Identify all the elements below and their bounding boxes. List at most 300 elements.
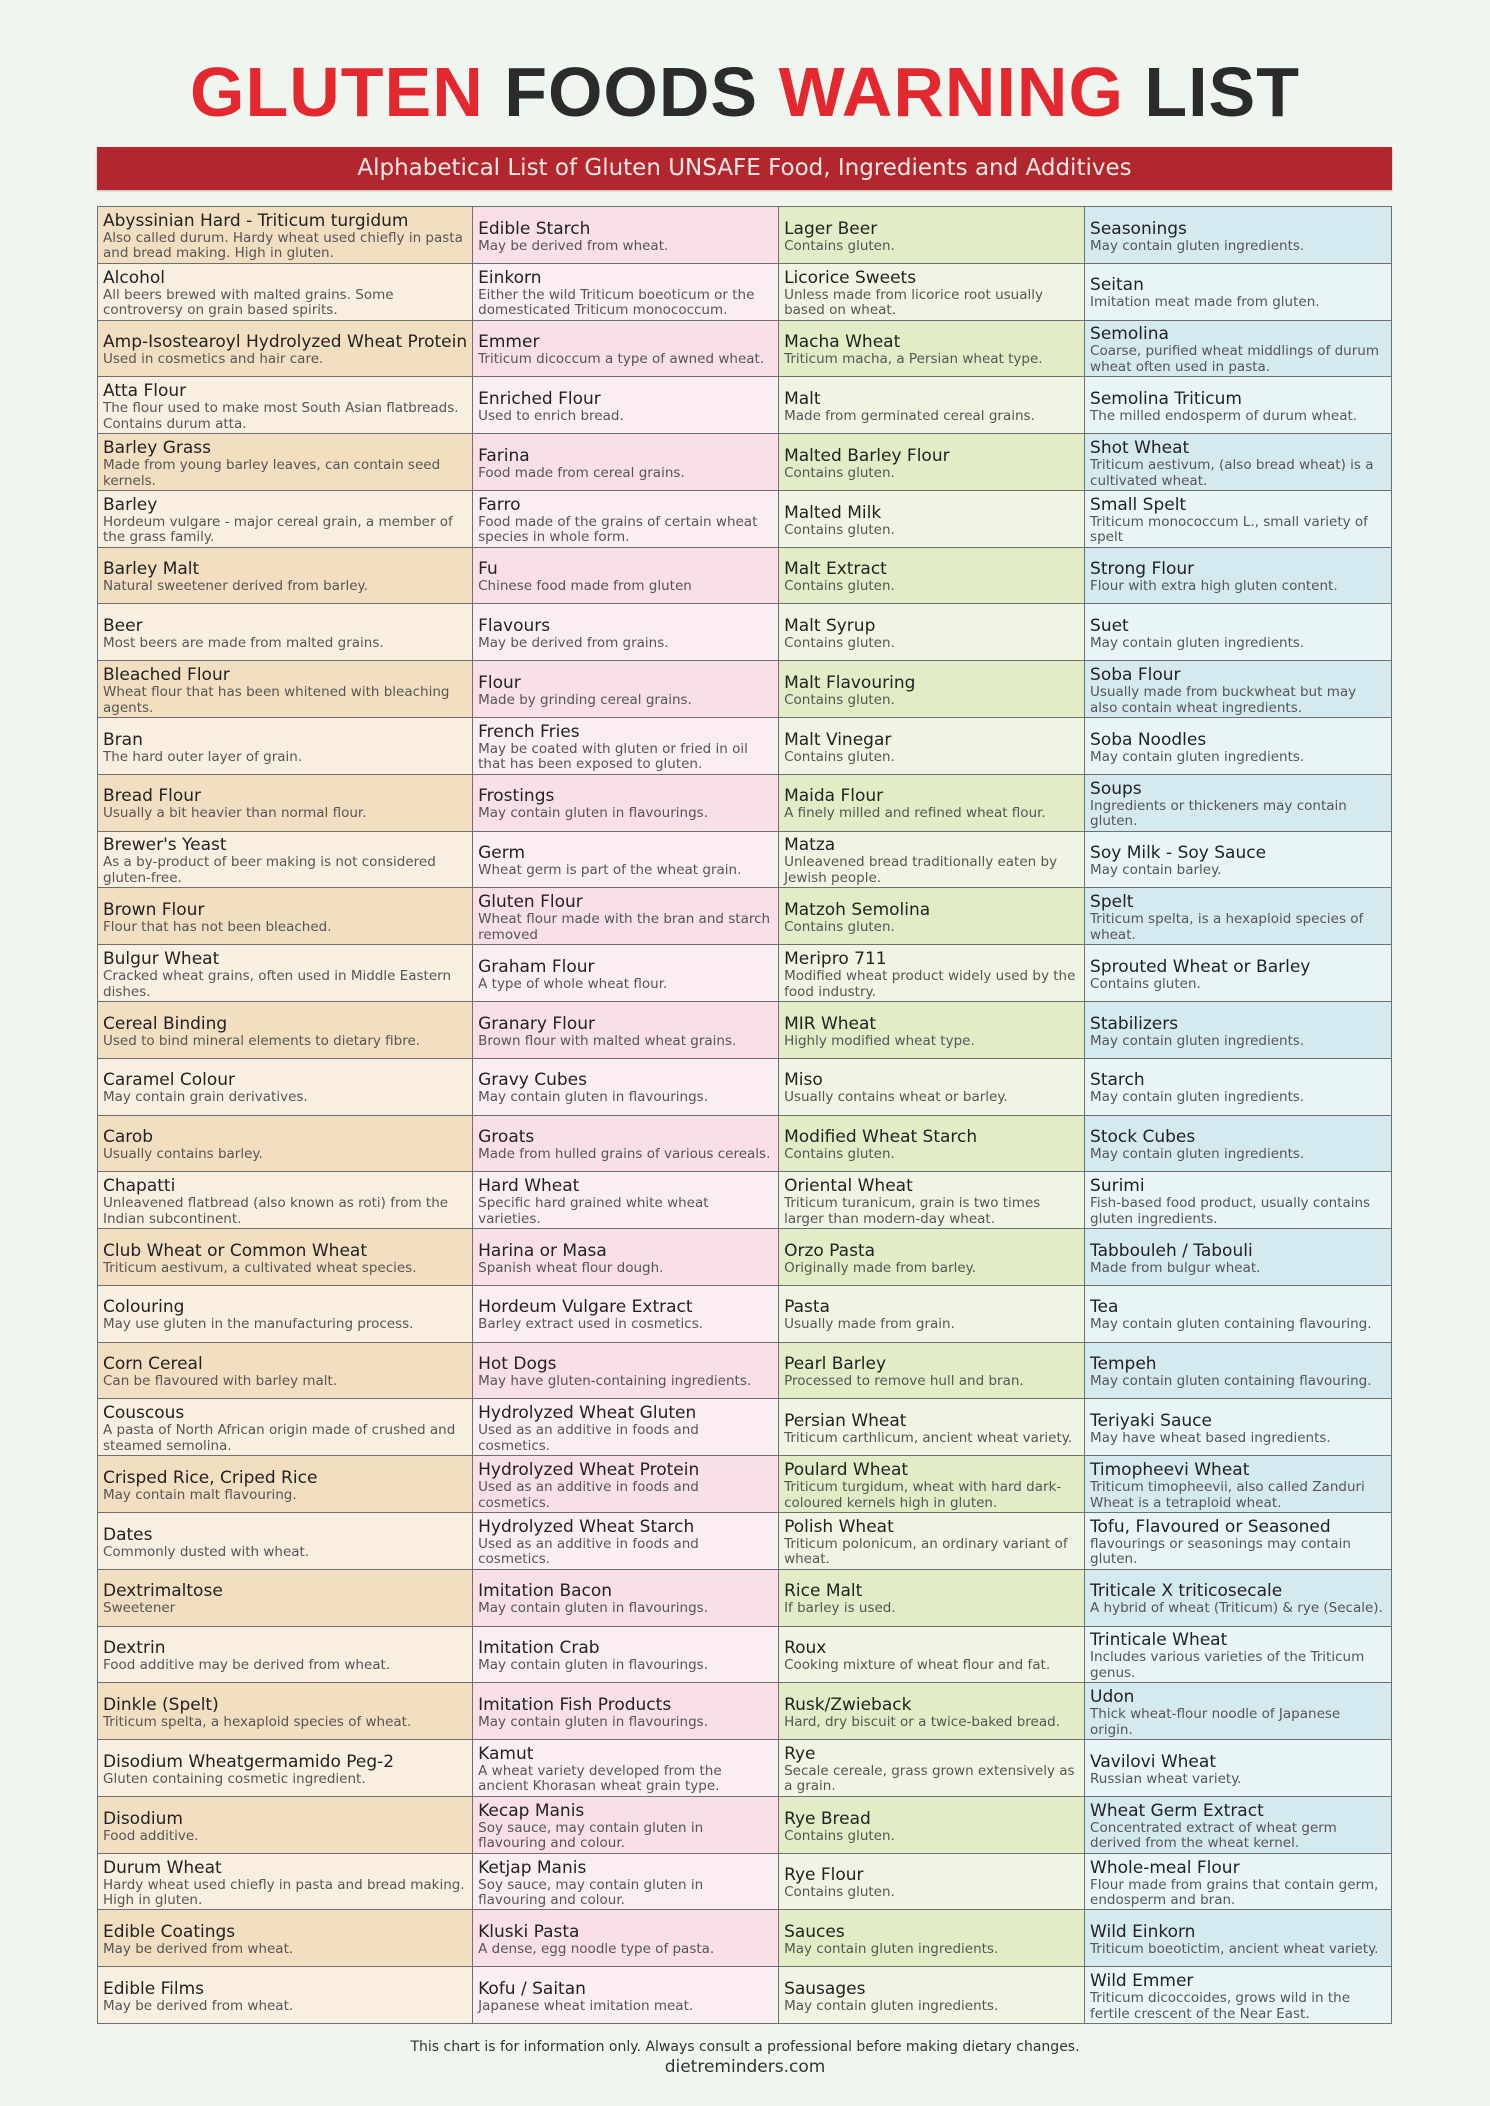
item-name: French Fries [478,721,580,742]
item-description: May contain gluten in flavourings. [478,1600,708,1617]
list-item [473,1854,778,1911]
item-name: Chapatti [103,1176,176,1197]
item-description: Usually contains barley. [103,1146,263,1163]
item-description: Thick wheat-flour noodle of Japanese origin. [1090,1706,1341,1738]
list-item [1085,548,1391,605]
item-name: Malted Milk [784,502,882,523]
list-item [98,434,472,491]
list-item [1085,264,1391,321]
list-item [473,775,778,832]
list-item [1085,1740,1391,1797]
item-name: Pearl Barley [784,1354,887,1375]
item-name: Meripro 711 [784,949,887,970]
food-list-grid [97,206,1392,2024]
item-name: Licorice Sweets [784,267,917,288]
list-item [1085,945,1391,1002]
item-name: Malt Vinegar [784,729,892,750]
list-item [779,718,1084,775]
item-description: The hard outer layer of grain. [103,748,303,765]
item-name: Soups [1090,778,1142,799]
item-description: Also called durum. Hardy wheat used chiefly in pasta and bread making. High in gluten. [103,229,463,262]
list-item [1085,604,1391,661]
list-item [779,1286,1084,1343]
item-description: Either the wild Triticum boeoticum or the domesticated Triticum monococcum. [478,286,755,319]
list-item [779,1797,1084,1854]
item-description: As a by-product of beer making is not considered gluten-free. [103,854,436,886]
item-name: Oriental Wheat [784,1176,913,1197]
list-item [98,1286,472,1343]
item-description: Highly modified wheat type. [784,1032,975,1049]
item-description: May contain barley. [1090,862,1222,879]
item-name: Flour [478,672,521,693]
item-description: A finely milled and refined wheat flour. [784,805,1046,822]
item-description: Contains gluten. [784,1827,895,1844]
item-description: May contain gluten ingredients. [784,1941,999,1958]
list-item [473,264,778,321]
item-description: Natural sweetener derived from barley. [103,578,368,595]
list-item [1085,1456,1391,1513]
item-description: Flour with extra high gluten content. [1090,578,1338,595]
list-item [98,1399,472,1456]
list-item [1085,1002,1391,1059]
item-name: Polish Wheat [784,1516,894,1537]
item-description: May contain malt flavouring. [103,1486,297,1503]
item-name: Persian Wheat [784,1411,907,1432]
item-name: Barley Grass [103,438,212,459]
item-description: Contains gluten. [1090,975,1201,992]
list-item [1085,491,1391,548]
item-name: Sauces [784,1922,845,1943]
item-description: Used as an additive in foods and cosmetics. [478,1479,699,1511]
list-item [779,1002,1084,1059]
item-name: Sprouted Wheat or Barley [1090,956,1311,977]
item-description: Used to enrich bread. [478,407,624,424]
item-description: A dense, egg noodle type of pasta. [478,1941,715,1958]
item-name: Poulard Wheat [784,1460,909,1481]
item-description: Japanese wheat imitation meat. [478,1997,694,2014]
item-name: Teriyaki Sauce [1090,1411,1212,1432]
item-description: Made from young barley leaves, can contain seed kernels. [103,457,441,489]
item-description: Triticum dicoccum a type of awned wheat. [478,351,765,368]
item-description: Can be flavoured with barley malt. [103,1373,338,1390]
item-description: The flour used to make most South Asian flatbreads. Contains durum atta. [103,400,459,432]
item-description: May use gluten in the manufacturing process. [103,1316,414,1333]
item-description: May contain gluten ingredients. [1090,1146,1305,1163]
item-name: Emmer [478,332,540,353]
item-description: Triticum spelta, a hexaploid species of wheat. [103,1713,412,1730]
item-name: Spelt [1090,892,1134,913]
item-description: Wheat flour made with the bran and starch removed [478,911,771,943]
item-name: Tea [1090,1297,1119,1318]
item-name: Barley [103,494,158,515]
item-description: Commonly dusted with wheat. [103,1543,310,1560]
list-item [779,945,1084,1002]
list-item [98,604,472,661]
list-item [98,718,472,775]
list-item [98,1854,472,1911]
item-description: Barley extract used in cosmetics. [478,1316,704,1333]
item-description: Hordeum vulgare - major cereal grain, a member of the grass family. [103,513,453,546]
item-name: Rusk/Zwieback [784,1694,912,1715]
item-name: Suet [1090,616,1129,637]
list-item [779,1627,1084,1684]
item-description: A hybrid of wheat (Triticum) & rye (Secale). [1090,1600,1383,1617]
item-name: Corn Cereal [103,1354,203,1375]
list-item [98,775,472,832]
item-name: Seitan [1090,275,1144,296]
list-item [1085,718,1391,775]
item-name: Tabbouleh / Tabouli [1090,1240,1253,1261]
item-name: Disodium [103,1808,183,1829]
list-item [98,1797,472,1854]
item-description: If barley is used. [784,1600,896,1617]
list-item [1085,1797,1391,1854]
item-name: Stabilizers [1090,1013,1179,1034]
item-description: May contain gluten in flavourings. [478,1657,708,1674]
list-item [98,1740,472,1797]
list-item [1085,1967,1391,2023]
item-name: Imitation Bacon [478,1581,613,1602]
item-name: Macha Wheat [784,332,901,353]
list-item [473,1570,778,1627]
list-item [1085,1683,1391,1740]
list-item [98,1172,472,1229]
item-description: Contains gluten. [784,464,895,481]
item-description: Processed to remove hull and bran. [784,1373,1024,1390]
list-item [779,1967,1084,2023]
item-description: Contains gluten. [784,919,895,936]
item-name: MIR Wheat [784,1013,877,1034]
item-name: Frostings [478,786,555,807]
item-name: Shot Wheat [1090,438,1190,459]
page-title [0,52,1490,132]
item-description: May contain gluten in flavourings. [478,1089,708,1106]
item-name: Wild Emmer [1090,1971,1194,1992]
item-name: Bleached Flour [103,665,230,686]
item-description: A pasta of North African origin made of crushed and steamed semolina. [103,1422,456,1454]
item-name: Farro [478,494,521,515]
item-name: Hydrolyzed Wheat Gluten [478,1403,697,1424]
item-description: Triticum turgidum, wheat with hard dark-coloured kernels high in gluten. [784,1479,1062,1511]
item-description: Imitation meat made from gluten. [1090,294,1320,311]
list-item [473,661,778,718]
title-word-foods: FOODS [504,53,759,131]
item-name: Dextrin [103,1638,166,1659]
list-item [779,264,1084,321]
item-name: Ketjap Manis [478,1857,587,1878]
item-name: Durum Wheat [103,1857,222,1878]
item-name: Kluski Pasta [478,1922,580,1943]
item-description: A type of whole wheat flour. [478,975,668,992]
item-description: May contain gluten ingredients. [784,1997,999,2014]
list-column-3 [779,207,1085,2023]
list-item [473,377,778,434]
item-description: Made from hulled grains of various cereals. [478,1146,771,1163]
item-name: Brewer's Yeast [103,835,227,856]
list-item [1085,1172,1391,1229]
item-name: Strong Flour [1090,559,1195,580]
item-description: Usually contains wheat or barley. [784,1089,1008,1106]
subtitle-banner: Alphabetical List of Gluten UNSAFE Food, Ingredients and Additives [97,147,1392,190]
item-description: Food made from cereal grains. [478,464,685,481]
item-name: Maida Flour [784,786,884,807]
list-item [779,888,1084,945]
list-item [98,491,472,548]
item-description: Usually made from grain. [784,1316,955,1333]
item-name: Club Wheat or Common Wheat [103,1240,367,1261]
item-description: Gluten containing cosmetic ingredient. [103,1770,366,1787]
item-description: Spanish wheat flour dough. [478,1259,664,1276]
item-description: Used to bind mineral elements to dietary fibre. [103,1032,421,1049]
item-name: Miso [784,1070,823,1091]
item-name: Vavilovi Wheat [1090,1751,1216,1772]
list-item [779,207,1084,264]
item-name: Trinticale Wheat [1090,1630,1228,1651]
item-name: Tempeh [1090,1354,1157,1375]
item-description: Contains gluten. [784,1146,895,1163]
item-name: Gravy Cubes [478,1070,587,1091]
item-description: Triticum boeotictim, ancient wheat variety. [1090,1941,1379,1958]
item-description: May contain gluten containing flavouring. [1090,1373,1372,1390]
item-description: Triticum aestivum, (also bread wheat) is a cultivated wheat. [1090,457,1374,489]
item-name: Imitation Crab [478,1638,600,1659]
item-name: Dates [103,1524,153,1545]
item-name: Kamut [478,1743,534,1764]
item-description: Russian wheat variety. [1090,1770,1242,1787]
item-name: Bulgur Wheat [103,949,220,970]
list-item [779,1456,1084,1513]
item-name: Hot Dogs [478,1354,557,1375]
list-item [779,1343,1084,1400]
list-item [473,434,778,491]
item-description: May have gluten-containing ingredients. [478,1373,752,1390]
disclaimer-text: This chart is for information only. Always consult a professional before making dietary changes. [410,2039,1080,2055]
list-item [473,1456,778,1513]
item-description: Soy sauce, may contain gluten in flavouring and colour. [478,1819,704,1852]
list-item [98,832,472,889]
item-description: Sweetener [103,1600,176,1617]
list-item [1085,775,1391,832]
item-name: Rice Malt [784,1581,863,1602]
list-item [473,718,778,775]
list-item [779,1116,1084,1173]
item-name: Orzo Pasta [784,1240,876,1261]
list-item [779,548,1084,605]
item-name: Sausages [784,1978,866,1999]
list-item [98,1343,472,1400]
item-description: Used in cosmetics and hair care. [103,351,324,368]
list-item [98,264,472,321]
item-description: Cooking mixture of wheat flour and fat. [784,1657,1051,1674]
item-name: Enriched Flour [478,388,601,409]
list-item [98,207,472,264]
item-description: Food additive. [103,1827,199,1844]
item-name: Malt Extract [784,559,887,580]
item-name: Alcohol [103,267,165,288]
list-item [473,1513,778,1570]
item-description: Triticum dicoccoides, grows wild in the fertile crescent of the Near East. [1090,1990,1351,2022]
item-description: Made from bulgur wheat. [1090,1259,1261,1276]
list-item [1085,207,1391,264]
item-name: Hard Wheat [478,1176,580,1197]
list-item [98,1967,472,2023]
list-item [779,1399,1084,1456]
item-name: Timopheevi Wheat [1090,1460,1250,1481]
list-item [98,1002,472,1059]
item-name: Kecap Manis [478,1800,585,1821]
item-name: Einkorn [478,267,542,288]
item-name: Small Spelt [1090,494,1187,515]
list-item [1085,1854,1391,1911]
item-description: Triticum macha, a Persian wheat type. [784,351,1043,368]
list-item [473,604,778,661]
list-item [1085,434,1391,491]
list-item [1085,888,1391,945]
item-name: Roux [784,1638,827,1659]
item-description: Contains gluten. [784,237,895,254]
list-item [473,1002,778,1059]
website-text: dietreminders.com [664,2057,826,2077]
item-description: May contain gluten in flavourings. [478,805,708,822]
list-item [1085,1399,1391,1456]
list-item [98,1570,472,1627]
item-description: Includes various varieties of the Triticum genus. [1090,1649,1365,1681]
list-item [473,1286,778,1343]
title-word-list: LIST [1144,53,1300,131]
list-item [473,1910,778,1967]
list-item [779,1854,1084,1911]
list-item [1085,661,1391,718]
item-description: May contain gluten ingredients. [1090,1032,1305,1049]
item-name: Kofu / Saitan [478,1978,586,1999]
item-name: Rye Flour [784,1865,864,1886]
list-item [98,661,472,718]
list-item [779,1059,1084,1116]
item-description: Triticum timopheevii, also called Zanduri Wheat is a tetraploid wheat. [1090,1479,1365,1511]
list-item [98,1059,472,1116]
item-description: Hardy wheat used chiefly in pasta and bread making. High in gluten. [103,1876,465,1909]
item-name: Soba Noodles [1090,729,1207,750]
item-name: Matzoh Semolina [784,900,931,921]
item-name: Bread Flour [103,786,202,807]
item-description: Used as an additive in foods and cosmetics. [478,1535,699,1568]
list-item [473,321,778,378]
item-description: Triticum polonicum, an ordinary variant of wheat. [784,1535,1068,1568]
list-item [779,775,1084,832]
list-item [473,1229,778,1286]
item-description: Food made of the grains of certain wheat species in whole form. [478,513,758,546]
item-name: Colouring [103,1297,185,1318]
list-item [1085,1286,1391,1343]
item-description: Usually made from buckwheat but may also contain wheat ingredients. [1090,684,1357,716]
footer [0,2038,1490,2078]
item-name: Cereal Binding [103,1013,228,1034]
item-description: Coarse, purified wheat middlings of durum wheat often used in pasta. [1090,343,1379,375]
list-item [779,1172,1084,1229]
item-description: A wheat variety developed from the ancient Khorasan wheat grain type. [478,1762,722,1795]
list-item [1085,1116,1391,1173]
list-item [473,1683,778,1740]
item-description: Concentrated extract of wheat germ derived from the wheat kernel. [1090,1819,1337,1852]
list-item [98,321,472,378]
item-name: Stock Cubes [1090,1127,1196,1148]
list-item [1085,1229,1391,1286]
item-description: Contains gluten. [784,1884,895,1901]
list-item [473,1740,778,1797]
list-item [1085,1059,1391,1116]
list-item [473,888,778,945]
list-item [779,832,1084,889]
list-item [473,548,778,605]
item-description: Unless made from licorice root usually based on wheat. [784,286,1043,319]
list-column-2 [473,207,779,2023]
item-name: Soy Milk - Soy Sauce [1090,843,1267,864]
item-description: Chinese food made from gluten [478,578,692,595]
item-name: Hydrolyzed Wheat Protein [478,1460,700,1481]
item-name: Couscous [103,1403,185,1424]
item-description: Secale cereale, grass grown extensively as a grain. [784,1762,1075,1795]
list-item [779,1229,1084,1286]
list-item [473,945,778,1002]
item-name: Lager Beer [784,218,878,239]
item-description: Made from germinated cereal grains. [784,407,1035,424]
item-name: Disodium Wheatgermamido Peg-2 [103,1751,395,1772]
item-name: Whole-meal Flour [1090,1857,1240,1878]
list-item [473,1172,778,1229]
item-description: flavourings or seasonings may contain gluten. [1090,1535,1351,1568]
item-name: Wheat Germ Extract [1090,1800,1264,1821]
list-item [473,832,778,889]
list-item [1085,1910,1391,1967]
item-name: Hydrolyzed Wheat Starch [478,1516,695,1537]
item-description: Specific hard grained white wheat varieties. [478,1195,709,1227]
item-description: May be coated with gluten or fried in oil that has been exposed to gluten. [478,740,748,773]
item-description: Triticum aestivum, a cultivated wheat species. [103,1259,417,1276]
list-item [98,1627,472,1684]
item-description: Triticum monococcum L., small variety of spelt [1090,513,1368,546]
list-item [779,1513,1084,1570]
item-description: Originally made from barley. [784,1259,977,1276]
item-name: Graham Flour [478,956,595,977]
list-item [98,888,472,945]
item-description: Brown flour with malted wheat grains. [478,1032,737,1049]
item-description: Flour that has not been bleached. [103,919,332,936]
item-description: Food additive may be derived from wheat. [103,1657,391,1674]
list-item [779,1910,1084,1967]
item-name: Farina [478,445,530,466]
list-item [779,434,1084,491]
item-description: May be derived from wheat. [103,1941,294,1958]
item-name: Flavours [478,616,551,637]
item-name: Edible Starch [478,218,591,239]
list-item [779,661,1084,718]
list-item [1085,1513,1391,1570]
item-description: Contains gluten. [784,691,895,708]
item-description: May have wheat based ingredients. [1090,1430,1331,1447]
item-description: May contain gluten ingredients. [1090,237,1305,254]
list-item [473,1059,778,1116]
item-description: Unleavened bread traditionally eaten by Jewish people. [784,854,1058,886]
item-name: Malted Barley Flour [784,445,950,466]
list-item [473,207,778,264]
item-description: The milled endosperm of durum wheat. [1090,407,1358,424]
list-item [1085,1343,1391,1400]
item-name: Matza [784,835,836,856]
item-name: Edible Coatings [103,1922,236,1943]
list-item [779,1683,1084,1740]
list-item [473,1399,778,1456]
item-description: Hard, dry biscuit or a twice-baked bread. [784,1713,1060,1730]
